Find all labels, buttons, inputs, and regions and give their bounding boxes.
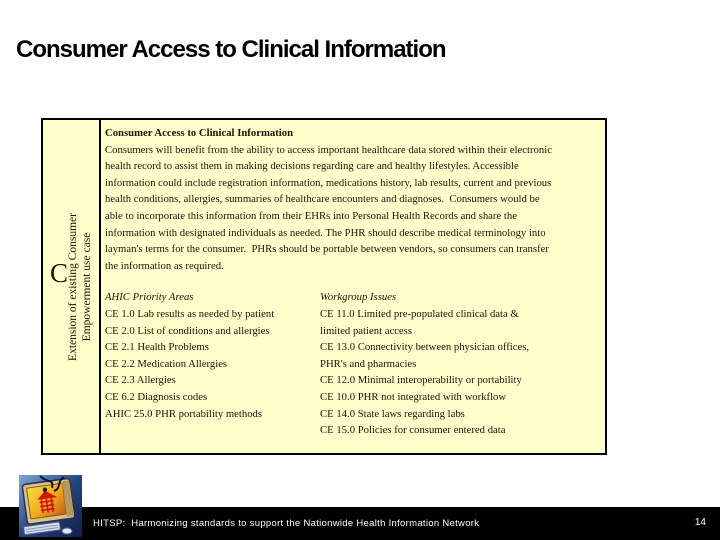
text-line: PHR's and pharmacies: [320, 357, 417, 370]
text-line: limited patient access: [320, 324, 412, 337]
text-line: able to incorporate this information from their EHRs into Personal Health Records and share the: [105, 209, 517, 222]
priority-workgroup-columns: [105, 289, 605, 438]
text-line: CE 2.3 Allergies: [105, 374, 176, 387]
text-line: CE 12.0 Minimal interoperability or portability: [320, 374, 522, 387]
ahic-priority-areas-column: [105, 289, 320, 438]
page-title: Consumer Access to Clinical Information: [16, 36, 446, 63]
text-line: CE 2.0 List of conditions and allergies: [105, 324, 270, 337]
text-line: CE 2.2 Medication Allergies: [105, 357, 228, 370]
workgroup-issues-list: [320, 306, 605, 439]
use-case-letter: C: [50, 258, 69, 288]
side-label-line-1: Extension of existing Consumer: [67, 212, 79, 361]
text-line: information could include registration information, medications history, lab results, current and previous: [105, 176, 552, 189]
ahic-priority-areas-header: AHIC Priority Areas: [105, 291, 194, 304]
use-case-side-cell: [43, 120, 101, 453]
footer-bar: [0, 507, 720, 540]
footer-text: HITSP: Harmonizing standards to support the Nationwide Health Information Network: [93, 518, 480, 529]
text-line: CE 15.0 Policies for consumer entered data: [320, 424, 506, 437]
text-line: CE 13.0 Connectivity between physician offices,: [320, 341, 530, 354]
workgroup-issues-header: Workgroup Issues: [320, 291, 397, 304]
text-line: health record to assist them in making decisions regarding care and healthy lifestyles. Accessible: [105, 160, 519, 173]
text-line: CE 2.1 Health Problems: [105, 341, 209, 354]
text-line: health conditions, allergies, summaries of healthcare encounters and diagnoses. Consumers would be: [105, 193, 540, 206]
text-line: Consumers will benefit from the ability to access important healthcare data stored within their electronic: [105, 143, 552, 156]
text-line: AHIC 25.0 PHR portability methods: [105, 407, 263, 420]
text-line: CE 11.0 Limited pre-populated clinical data &: [320, 307, 519, 320]
text-line: CE 6.2 Diagnosis codes: [105, 390, 208, 403]
text-line: CE 10.0 PHR not integrated with workflow: [320, 390, 507, 403]
use-case-table: [41, 118, 607, 455]
hitsp-logo: [18, 474, 84, 538]
monitor-caduceus-icon: [18, 474, 84, 538]
text-line: CE 1.0 Lab results as needed by patient: [105, 307, 275, 320]
text-line: layman's terms for the consumer. PHRs should be portable between vendors, so consumers can transfer: [105, 243, 549, 256]
text-line: CE 14.0 State laws regarding labs: [320, 407, 465, 420]
use-case-description: [105, 142, 605, 275]
page-number: 14: [694, 517, 706, 528]
use-case-content-cell: [101, 120, 605, 453]
side-label-line-2: Empowerment use case: [81, 232, 93, 341]
text-line: information with designated individuals as needed. The PHR should describe medical terminology into: [105, 226, 546, 239]
ahic-priority-areas-list: [105, 306, 320, 422]
use-case-side-label: [66, 213, 94, 361]
text-line: the information as required.: [105, 259, 224, 272]
workgroup-issues-column: [320, 289, 605, 438]
use-case-heading: Consumer Access to Clinical Information: [105, 127, 294, 139]
